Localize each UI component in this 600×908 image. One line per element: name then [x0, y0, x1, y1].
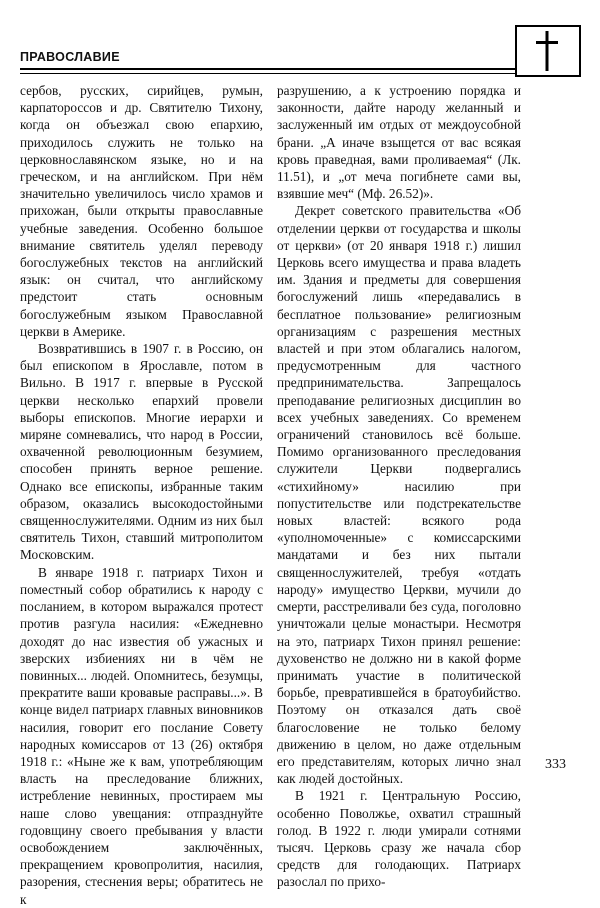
section-emblem [515, 25, 581, 77]
left-column [20, 82, 263, 908]
header-rule-thick [20, 68, 515, 70]
paragraph: Возвратившись в 1907 г. в Россию, он был епископом в Ярославле, потом в Вильно. В 1917 г. впервые в Русской церкви несколько епархий провели выборы епископов. Многие иерархи и миряне сомневались, что народ в России, охваченной революционным безумием, способен принять верное решение. Однако все епископы, избранные таким образом, оказались высокодостойными священнослужителями. Одним из них был святитель Тихон, ставший митрополитом Московским. [20, 341, 263, 563]
orthodox-cross-icon [517, 27, 579, 75]
paragraph: разрушению, а к устроению порядка и законности, дайте народу желанный и заслуженный им отдых от междоусобной брани. „А иначе взыщется от вас всякая кровь праведная, вами проливаемая“ (Лк. 11.51), и „от меча погибнете сами вы, взявшие меч“ (Мф. 26.52)». [277, 83, 521, 202]
section-title: ПРАВОСЛАВИЕ [20, 50, 120, 64]
paragraph: В 1921 г. Центральную Россию, особенно Поволжье, охватил страшный голод. В 1922 г. люди умирали сотнями тысяч. Церковь сразу же начала сбор средств для голодающих. Патриарх разослал по прихо- [277, 788, 521, 890]
paragraph: сербов, русских, сирийцев, румын, карпатороссов и др. Святителю Тихону, когда он объезжал свою епархию, приходилось служить не только на церковнославянском языке, но и на греческом, и на английском. При нём значительно увеличилось число храмов и прихожан, были открыты православные учебные заведения. Особенно большое внимание святитель уделял переводу богослужебных текстов на английский язык: он считал, что английскому предстоит стать основным богослужебным языком Православной церкви в Америке. [20, 83, 263, 339]
paragraph: В январе 1918 г. патриарх Тихон и поместный собор обратились к народу с посланием, в котором выражался протест против разгула насилия: «Ежедневно доходят до нас известия об ужасных и зверских избиениях ни в чём не повинных... людей. Опомнитесь, безумцы, прекратите ваши кровавые расправы...». В конце видел патриарх главных виновников насилия, говорит его послание Совету народных комиссаров от 13 (26) октября 1918 г.: «Ныне же к вам, употребляющим власть на преследование ближних, истребление невинных, простираем мы наше слово увещания: отпразднуйте годовщину своего пребывания у власти освобождением заключённых, прекращением кровопролития, насилия, разорения, стеснения веры; обратитесь не к [20, 564, 263, 907]
paragraph: Декрет советского правительства «Об отделении церкви от государства и школы от церкви» (от 20 января 1918 г.) лишил Церковь всего имущества и права владеть им. Здания и предметы для совершения богослужений лишь «передавались в бесплатное пользование» религиозным организациям с разрешения местных властей и при этом облагались налогом, предусмотренным для частного предпринимательства. Запрещалось преподавание религиозных дисциплин во всех учебных заведениях. Со временем ограничений становилось всё больше. Помимо организованного преследования служители Церкви подвергались «стихийному» насилию при попустительстве или подстрекательстве новых властей: всякого рода «уполномоченные» с комиссарскими мандатами и без них пытали священнослужителей, требуя «отдать народу» имущество Церкви, мучили до смерти, расстреливали без суда, поголовно уничтожали целые монастыри. Несмотря на это, патриарх Тихон принял решение: духовенство не должно ни в какой форме принимать участие в политической борьбе, превратившейся в братоубийство. Поэтому он отказался дать своё благословение не только белому движению в целом, но даже отдельным его представителям, которых лично знал как людей достойных. [277, 203, 521, 787]
header-rule-thin [20, 73, 515, 74]
page-number: 333 [545, 757, 566, 772]
right-column [277, 82, 521, 891]
